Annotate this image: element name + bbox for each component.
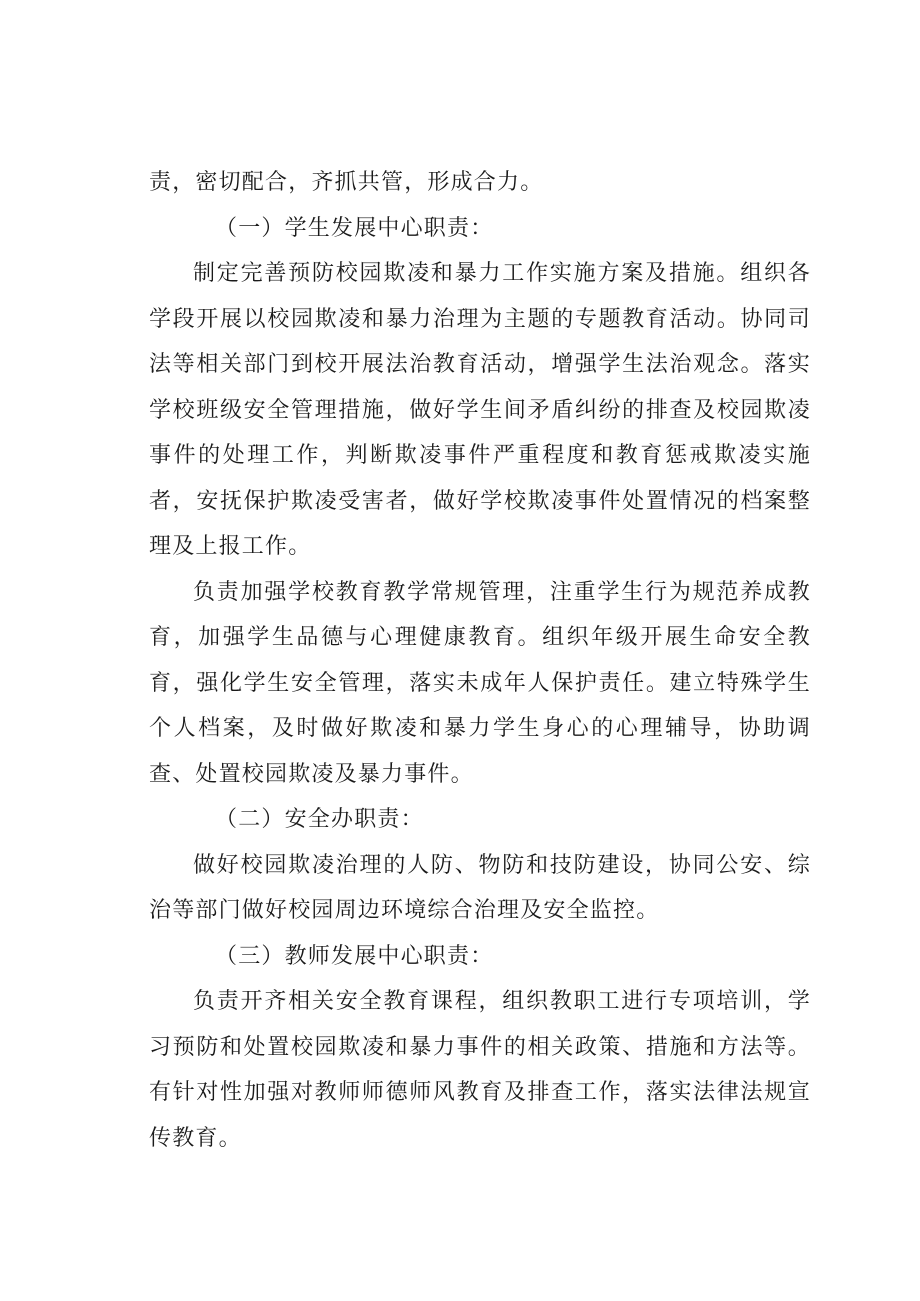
paragraph-student-development-1: 制定完善预防校园欺凌和暴力工作实施方案及措施。组织各学段开展以校园欺凌和暴力治理为主题的专题教育活动。协同司法等相关部门到校开展法治教育活动，增强学生法治观念。落实学校班级安全管理措施，做好学生间矛盾纠纷的排查及校园欺凌事件的处理工作，判断欺凌事件严重程度和教育惩戒欺凌实施者，安抚保护欺凌受害者，做好学校欺凌事件处置情况的档案整理及上报工作。 — [149, 261, 811, 559]
section-heading-student-development: （一）学生发展中心职责： — [215, 215, 494, 241]
section-heading-safety-office: （二）安全办职责： — [215, 807, 424, 832]
document-body — [149, 160, 811, 1161]
paragraph-teacher-development: 负责开齐相关安全教育课程，组织教职工进行专项培训，学习预防和处置校园欺凌和暴力事件的相关政策、措施和方法等。有针对性加强对教师师德师风教育及排查工作，落实法律法规宣传教育。 — [149, 989, 811, 1151]
paragraph-continuation: 责，密切配合，齐抓共管，形成合力。 — [149, 170, 544, 195]
paragraph-student-development-2: 负责加强学校教育教学常规管理，注重学生行为规范养成教育，加强学生品德与心理健康教育。组织年级开展生命安全教育，强化学生安全管理，落实未成年人保护责任。建立特殊学生个人档案，及时做好欺凌和暴力学生身心的心理辅导，协助调查、处置校园欺凌及暴力事件。 — [149, 579, 811, 787]
section-heading-teacher-development: （三）教师发展中心职责： — [215, 943, 494, 969]
paragraph-safety-office: 做好校园欺凌治理的人防、物防和技防建设，协同公安、综治等部门做好校园周边环境综合治理及安全监控。 — [149, 852, 811, 923]
